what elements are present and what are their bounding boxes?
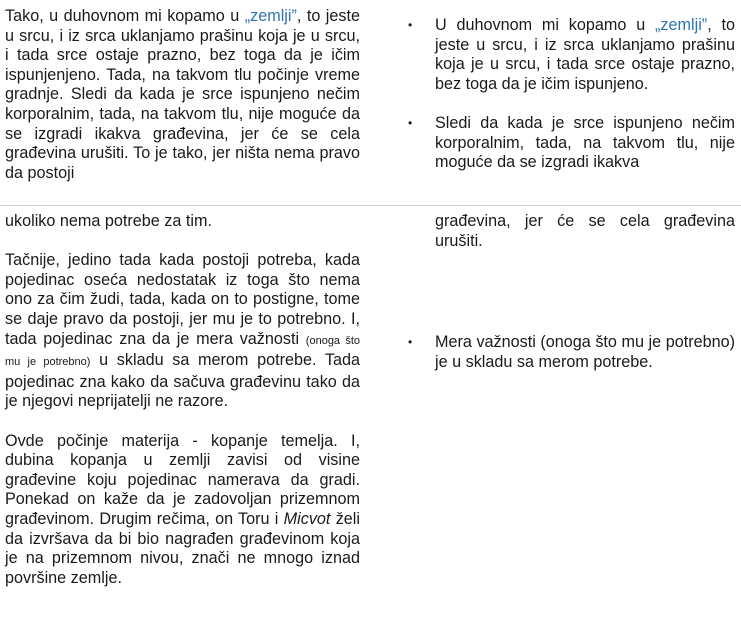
left-paragraph-1: Tako, u duhovnom mi kopamo u „zemlji”, to jeste u srcu, i iz srca uklanjamo prašinu koja je u srcu, i tada srce ostaje prazno, bez toga da je ičim ispunjenjeno. Tada, na takvom tlu počinje vreme gradnje. Sledi da kada je srce ispunjeno nečim korporalnim, tada, na takvom tlu, nije moguće da se izgradi ikakva građevina, jer će se cela građevina urušiti. To je tako, jer ništa nema pravo da postoji (5, 7, 361, 182)
left-paragraph-2: Tačnije, jedino tada kada postoji potreba, kada pojedinac oseća nedostatak iz toga što nema ono za čim žudi, tada, kada on to postigne, tome se daje pravo da postoji, jer mu je to potrebno. I, tada pojedinac zna da je mera važnosti (onoga što mu je potrebno) u skladu sa merom potrebe. Tada pojedinac zna kako da sačuva građevinu tako da je njegovi neprijatelji ne razore. (5, 251, 360, 411)
bullet-item-1: • U duhovnom mi kopamo u „zemlji”, to jeste u srcu, i iz srca uklanjamo prašinu koja je u srcu, i tada srce ostaje prazno, bez toga da je ičim ispunjeno. (408, 16, 735, 93)
left-column-bottom (5, 212, 360, 588)
bullet-item-2-continued: građevina, jer će se cela građevina urušiti. (435, 212, 735, 250)
bullet-item-3: • Mera važnosti (onoga što mu je potrebno) je u skladu sa merom potrebe. (408, 333, 735, 371)
bullet-icon: • (408, 335, 413, 350)
left-column-top (5, 7, 360, 183)
right-column-top (408, 16, 735, 173)
small-note: (onoga što mu je potrebno) (5, 334, 360, 369)
italic-micvot: Micvot (283, 509, 331, 528)
bullet-icon: • (408, 18, 413, 32)
right-column-bottom (408, 212, 735, 372)
highlight-zemlji: „zemlji” (655, 16, 708, 34)
left-paragraph-3: Ovde počinje materija - kopanje temelja. I, dubina kopanja u zemlji zavisi od visine građevine koju pojedinac namerava da gradi. Ponekad on kaže da je zadovoljan prizemnom građevinom. Drugim rečima, on Toru i Micvot želi da izvršava da bi bio nagrađen građevinom koja je na prizemnom nivou, znači ne mnogo iznad površine zemlje. (5, 431, 360, 587)
bullet-item-2: • Sledi da kada je srce ispunjeno nečim korporalnim, tada, na takvom tlu, nije moguće da se izgradi ikakva (408, 113, 735, 172)
page-break-divider (0, 205, 741, 206)
highlight-zemlji: „zemlji” (244, 7, 297, 25)
bullet-icon: • (408, 115, 413, 130)
left-paragraph-1-continued: ukoliko nema potrebe za tim. (5, 212, 212, 230)
